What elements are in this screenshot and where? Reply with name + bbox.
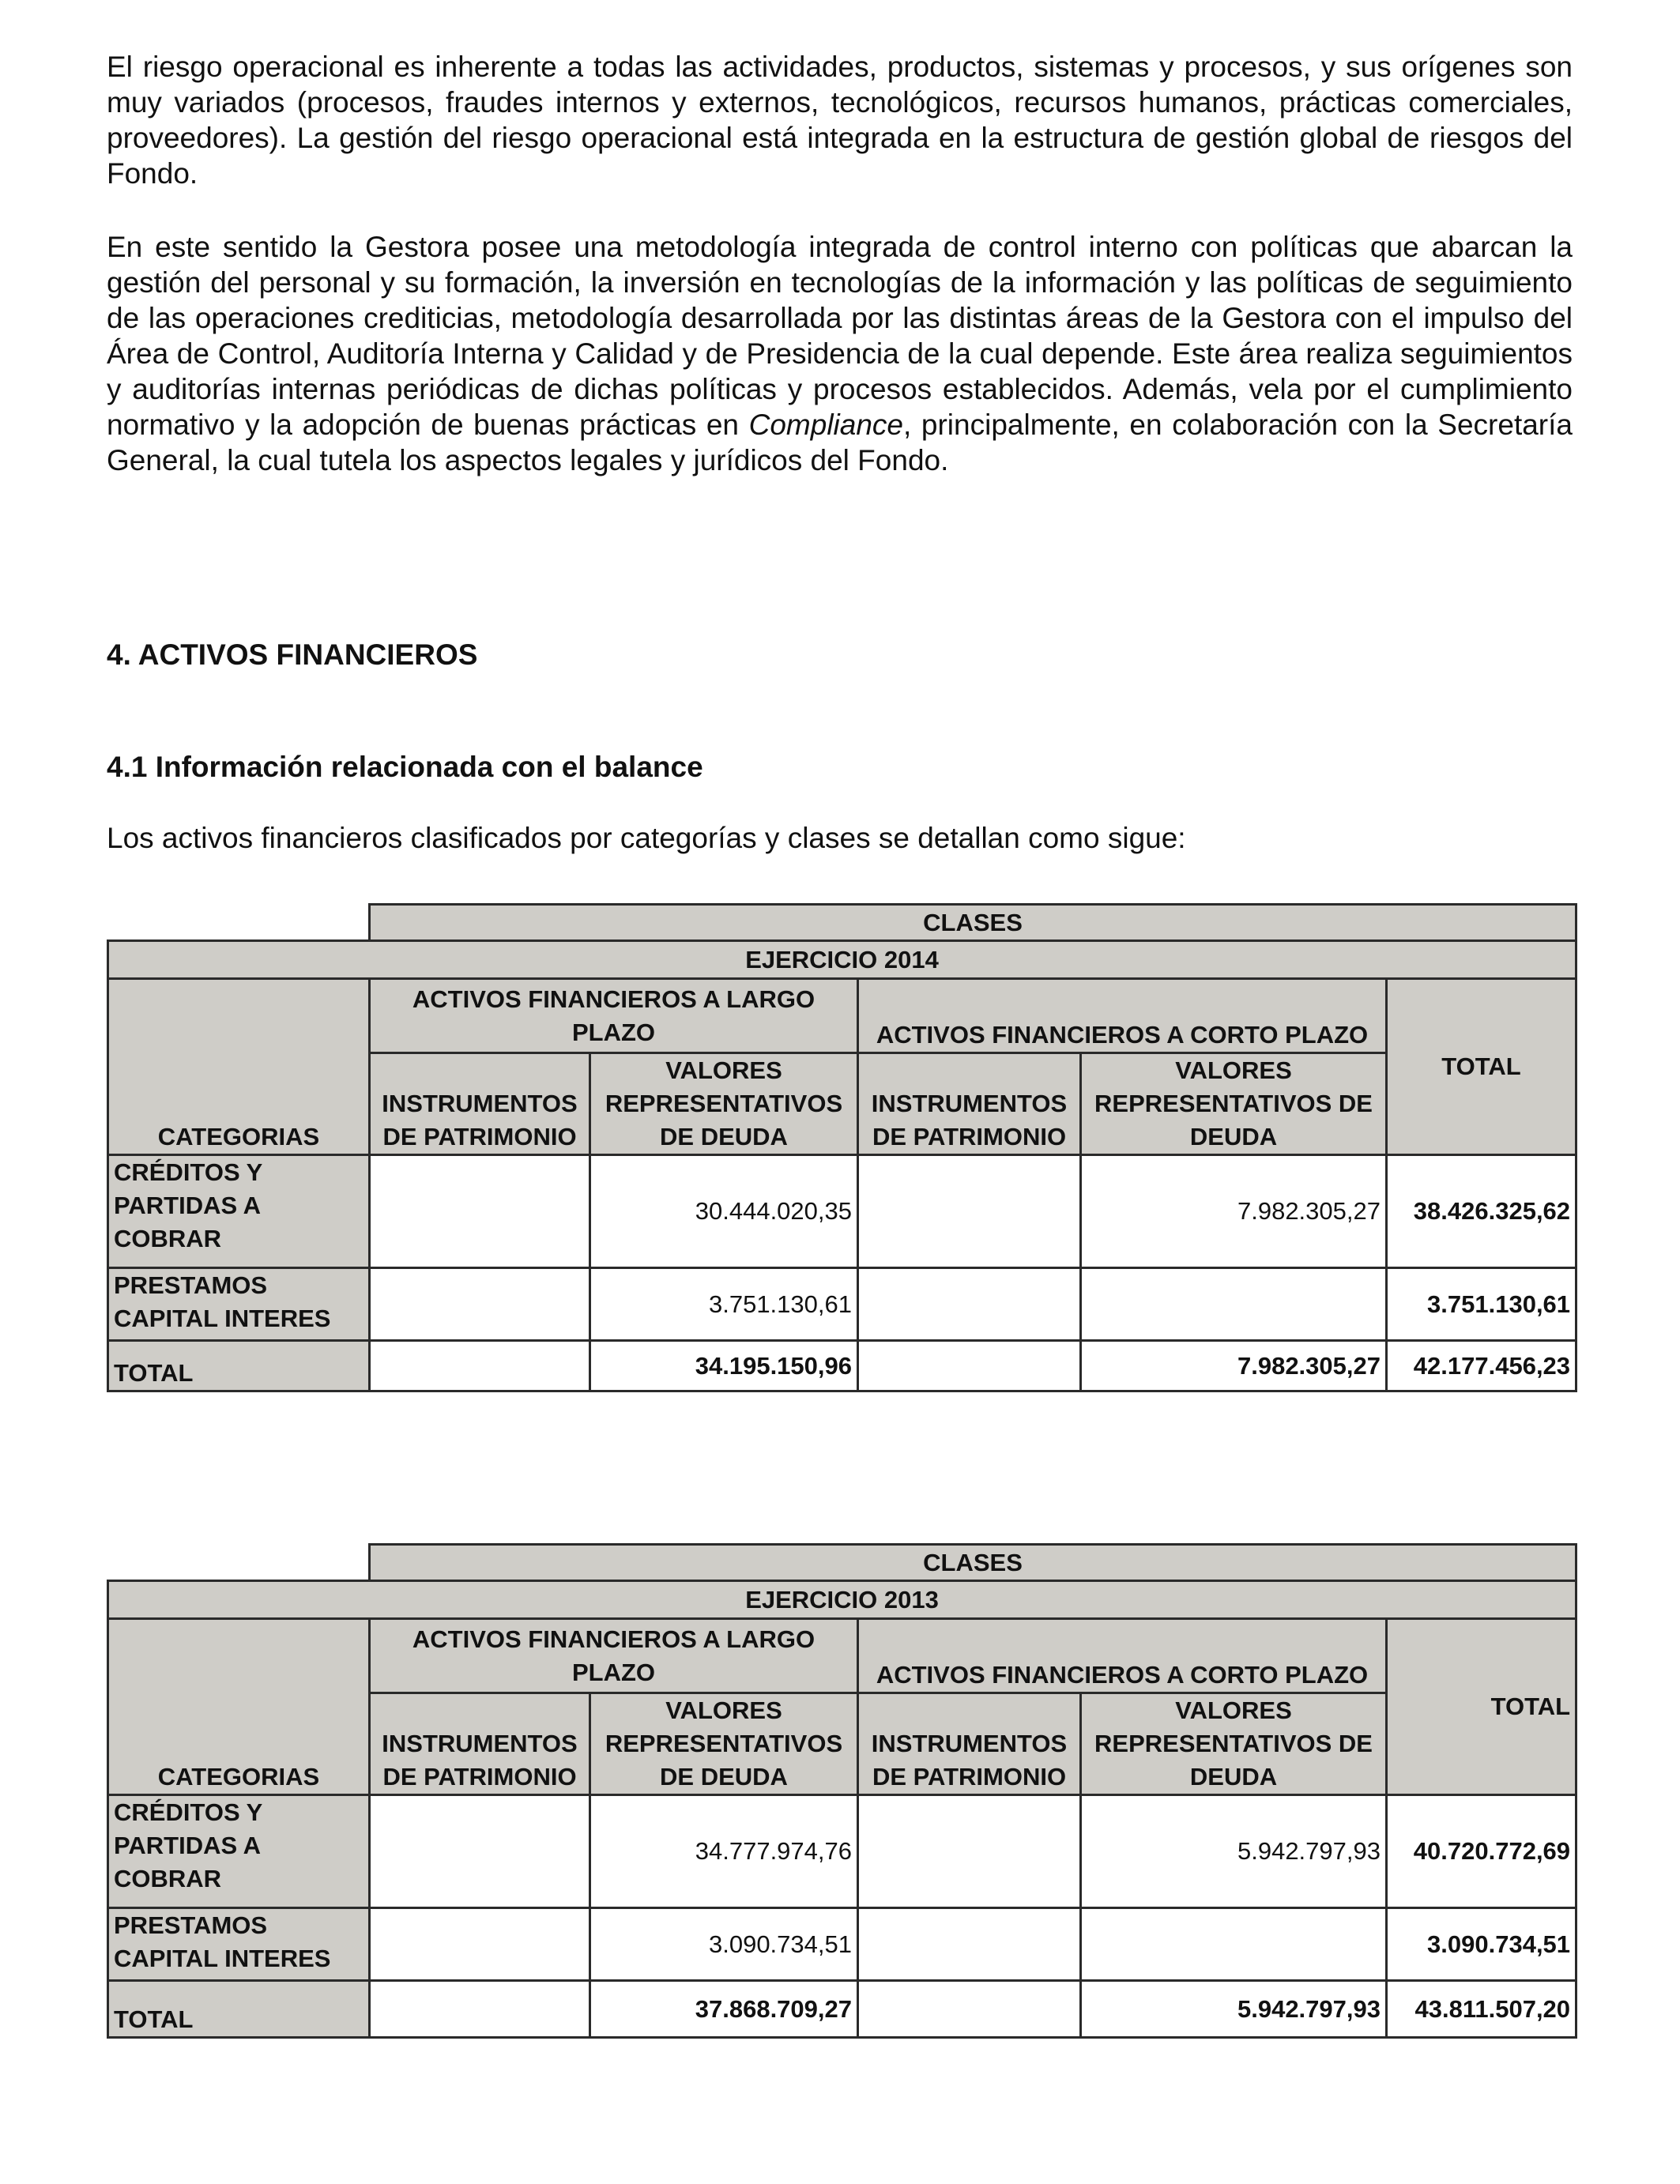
cell-instr-cp bbox=[858, 1908, 1081, 1981]
cell-valores-lp: 34.195.150,96 bbox=[590, 1341, 858, 1391]
compliance-term: Compliance bbox=[748, 409, 903, 441]
paragraph-internal-control-text: En este sentido la Gestora posee una metodología integrada de control interno con políticas que abarcan la gestión del personal y su formación, la inversión en tecnologías de la información y las políticas de seguimiento de las operaciones crediticias, metodología desarrollada por las distintas áreas de la Gestora con el impulso del Área de Control, Auditoría Interna y Calidad y de Presidencia de la cual depende. Este área realiza seguimientos y auditorías internas periódicas de dichas políticas y procesos establecidos. Además, vela por el cumplimiento normativo y la adopción de buenas prácticas en bbox=[107, 231, 1573, 441]
categorias-header: CATEGORIAS bbox=[108, 1619, 370, 1795]
cell-valores-cp: 7.982.305,27 bbox=[1081, 1155, 1387, 1268]
row-label: TOTAL bbox=[108, 1981, 370, 2038]
cell-instr-cp bbox=[858, 1155, 1081, 1268]
cell-instr-lp bbox=[370, 1268, 590, 1341]
body-text-block bbox=[107, 49, 1573, 478]
intro-text: Los activos financieros clasificados por categorías y clases se detallan como sigue: bbox=[107, 822, 1186, 854]
cell-valores-cp bbox=[1081, 1908, 1387, 1981]
total-header: TOTAL bbox=[1387, 979, 1576, 1155]
subsection-title: 4.1 Información relacionada con el balance bbox=[107, 751, 703, 783]
table-row-total bbox=[108, 1341, 1576, 1391]
cell-valores-lp: 34.777.974,76 bbox=[590, 1795, 858, 1908]
row-label: TOTAL bbox=[108, 1341, 370, 1391]
paragraph-internal-control bbox=[107, 229, 1573, 478]
section-title: 4. ACTIVOS FINANCIEROS bbox=[107, 638, 478, 671]
cell-valores-cp bbox=[1081, 1268, 1387, 1341]
ejercicio-header: EJERCICIO 2014 bbox=[108, 941, 1576, 979]
cell-instr-lp bbox=[370, 1795, 590, 1908]
col-instrumentos-lp: INSTRUMENTOS DE PATRIMONIO bbox=[370, 1693, 590, 1795]
row-label: CRÉDITOS Y PARTIDAS A COBRAR bbox=[108, 1795, 370, 1908]
corto-plazo-header: ACTIVOS FINANCIEROS A CORTO PLAZO bbox=[858, 979, 1387, 1053]
col-instrumentos-cp: INSTRUMENTOS DE PATRIMONIO bbox=[858, 1693, 1081, 1795]
financial-assets-table-2013 bbox=[107, 1543, 1577, 2039]
col-valores-cp: VALORES REPRESENTATIVOS DE DEUDA bbox=[1081, 1693, 1387, 1795]
clases-header: CLASES bbox=[370, 1545, 1576, 1581]
cell-valores-lp: 37.868.709,27 bbox=[590, 1981, 858, 2038]
cell-total: 38.426.325,62 bbox=[1387, 1155, 1576, 1268]
cell-total: 42.177.456,23 bbox=[1387, 1341, 1576, 1391]
col-valores-cp: VALORES REPRESENTATIVOS DE DEUDA bbox=[1081, 1053, 1387, 1155]
table-row bbox=[108, 1908, 1576, 1981]
cell-total: 43.811.507,20 bbox=[1387, 1981, 1576, 2038]
paragraph-internal-control-end: , principalmente, en colaboración con la Secretaría General, la cual tutela los aspectos legales y jurídicos del Fondo. bbox=[107, 409, 1573, 476]
table-row bbox=[108, 1268, 1576, 1341]
cell-total: 3.090.734,51 bbox=[1387, 1908, 1576, 1981]
total-header: TOTAL bbox=[1387, 1619, 1576, 1795]
largo-plazo-header: ACTIVOS FINANCIEROS A LARGO PLAZO bbox=[370, 979, 858, 1053]
paragraph-operational-risk: El riesgo operacional es inherente a todas las actividades, productos, sistemas y procesos, y sus orígenes son muy variados (procesos, fraudes internos y externos, tecnológicos, recursos humanos, prácticas comerciales, proveedores). La gestión del riesgo operacional está integrada en la estructura de gestión global de riesgos del Fondo. bbox=[107, 51, 1573, 190]
col-valores-lp: VALORES REPRESENTATIVOS DE DEUDA bbox=[590, 1053, 858, 1155]
clases-header: CLASES bbox=[370, 905, 1576, 941]
cell-valores-cp: 7.982.305,27 bbox=[1081, 1341, 1387, 1391]
corto-plazo-header: ACTIVOS FINANCIEROS A CORTO PLAZO bbox=[858, 1619, 1387, 1693]
blank-corner bbox=[108, 905, 370, 941]
row-label: PRESTAMOS CAPITAL INTERES bbox=[108, 1908, 370, 1981]
ejercicio-header: EJERCICIO 2013 bbox=[108, 1581, 1576, 1619]
col-instrumentos-cp: INSTRUMENTOS DE PATRIMONIO bbox=[858, 1053, 1081, 1155]
cell-instr-cp bbox=[858, 1341, 1081, 1391]
cell-instr-lp bbox=[370, 1981, 590, 2038]
cell-instr-lp bbox=[370, 1341, 590, 1391]
col-valores-lp: VALORES REPRESENTATIVOS DE DEUDA bbox=[590, 1693, 858, 1795]
cell-instr-lp bbox=[370, 1908, 590, 1981]
cell-valores-lp: 30.444.020,35 bbox=[590, 1155, 858, 1268]
table-row bbox=[108, 1155, 1576, 1268]
cell-valores-lp: 3.090.734,51 bbox=[590, 1908, 858, 1981]
blank-corner bbox=[108, 1545, 370, 1581]
cell-valores-cp: 5.942.797,93 bbox=[1081, 1795, 1387, 1908]
table-row-total bbox=[108, 1981, 1576, 2038]
cell-instr-cp bbox=[858, 1981, 1081, 2038]
financial-assets-table-2014 bbox=[107, 903, 1577, 1392]
row-label: PRESTAMOS CAPITAL INTERES bbox=[108, 1268, 370, 1341]
table-row bbox=[108, 1795, 1576, 1908]
cell-valores-lp: 3.751.130,61 bbox=[590, 1268, 858, 1341]
largo-plazo-header: ACTIVOS FINANCIEROS A LARGO PLAZO bbox=[370, 1619, 858, 1693]
cell-instr-cp bbox=[858, 1795, 1081, 1908]
col-instrumentos-lp: INSTRUMENTOS DE PATRIMONIO bbox=[370, 1053, 590, 1155]
cell-instr-lp bbox=[370, 1155, 590, 1268]
cell-total: 3.751.130,61 bbox=[1387, 1268, 1576, 1341]
cell-instr-cp bbox=[858, 1268, 1081, 1341]
categorias-header: CATEGORIAS bbox=[108, 979, 370, 1155]
cell-valores-cp: 5.942.797,93 bbox=[1081, 1981, 1387, 2038]
row-label: CRÉDITOS Y PARTIDAS A COBRAR bbox=[108, 1155, 370, 1268]
cell-total: 40.720.772,69 bbox=[1387, 1795, 1576, 1908]
